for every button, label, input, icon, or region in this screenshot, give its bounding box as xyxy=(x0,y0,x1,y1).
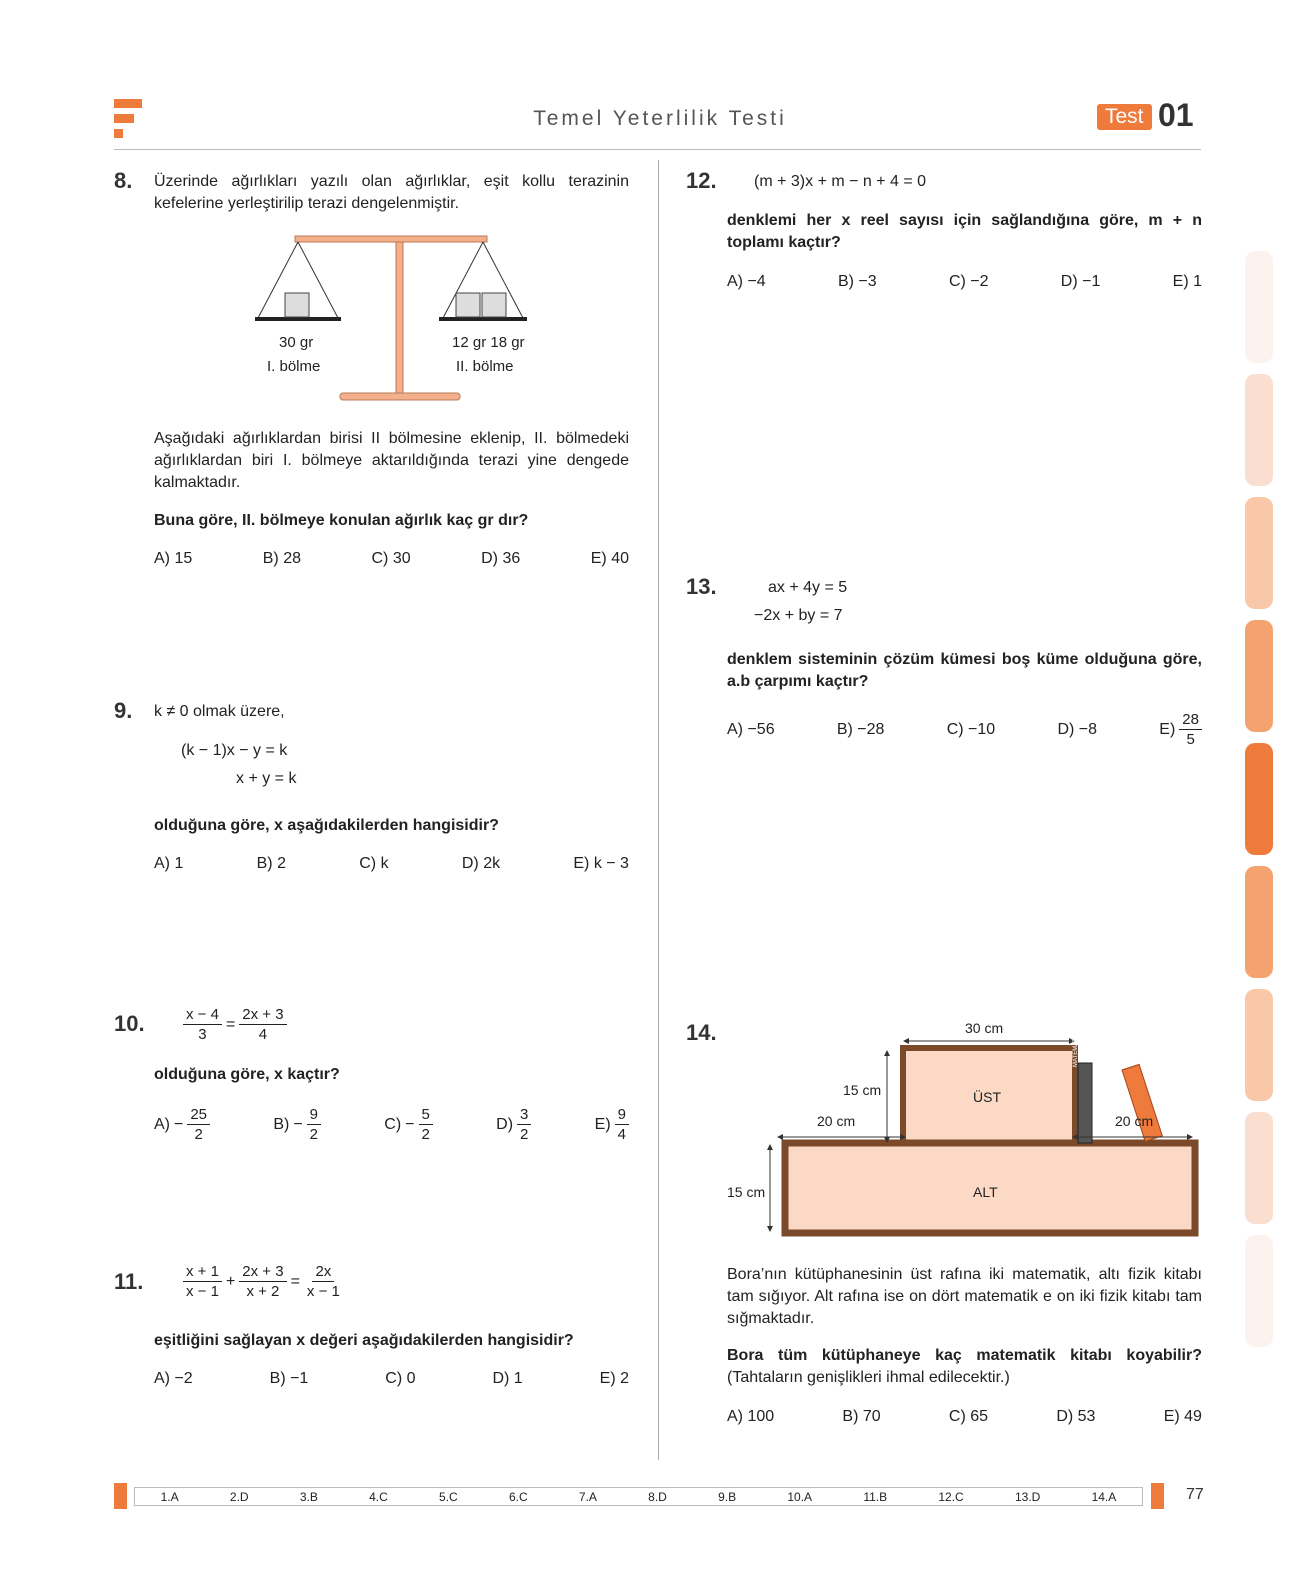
left-pan-label: I. bölme xyxy=(267,358,321,375)
equation: $\frac{x - 4}{3}$ = $\frac{2x + 3}{4}$ xyxy=(183,1005,287,1044)
answer-options xyxy=(154,855,629,873)
option-c[interactable]: C) 30 xyxy=(371,550,411,567)
option-b[interactable]: B) −1 xyxy=(269,1370,309,1387)
option-e[interactable]: E) $\frac{9}{4}$ xyxy=(595,1105,629,1144)
option-c[interactable]: C) 0 xyxy=(385,1370,416,1387)
option-b[interactable]: B) − $\frac{9}{2}$ xyxy=(273,1105,321,1144)
equation: $\frac{x + 1}{x - 1}$ + $\frac{2x + 3}{x + 2}$ = $\frac{2x}{x - 1}$ xyxy=(183,1262,343,1301)
answer-key-item: 10.A xyxy=(787,1489,813,1504)
answer-key-item: 13.D xyxy=(1014,1489,1041,1504)
answer-key-item: 6.C xyxy=(508,1489,528,1504)
question-text: Üzerinde ağırlıkları yazılı olan ağırlıklar, eşit kollu terazinin kefelerine yerleştirilip terazi dengelenmiştir. xyxy=(154,173,629,212)
answer-key-item: 8.D xyxy=(648,1489,667,1504)
option-c[interactable]: C) −10 xyxy=(946,720,996,738)
question-prompt: Bora tüm kütüphaneye kaç matematik kitabı koyabilir? xyxy=(727,1347,1202,1364)
question-prompt: denklem sisteminin çözüm kümesi boş küme olduğuna göre, a.b çarpımı kaçtır? xyxy=(727,651,1202,690)
option-e[interactable]: E) $\frac{28}{5}$ xyxy=(1159,710,1202,749)
equation-2: −2x + by = 7 xyxy=(754,607,843,624)
option-a[interactable]: A) −56 xyxy=(727,720,775,738)
option-e[interactable]: E) 2 xyxy=(599,1370,629,1387)
answer-key-item: 14.A xyxy=(1091,1489,1117,1504)
option-e[interactable]: E) k − 3 xyxy=(573,855,629,872)
option-d[interactable]: D) −8 xyxy=(1057,720,1098,738)
answer-options xyxy=(727,273,1202,291)
option-a[interactable]: A) 15 xyxy=(154,550,193,567)
option-a[interactable]: A) −4 xyxy=(727,273,766,290)
option-d[interactable]: D) 1 xyxy=(492,1370,523,1387)
math-book-label: MATEMATİK xyxy=(1073,1032,1079,1067)
top-shelf-label: ÜST xyxy=(973,1089,1001,1105)
option-c[interactable]: C) k xyxy=(359,855,389,872)
test-badge: Test xyxy=(1097,104,1152,130)
option-d[interactable]: D) −1 xyxy=(1060,273,1101,290)
option-a[interactable]: A) 100 xyxy=(727,1408,775,1425)
right-pan-label: II. bölme xyxy=(456,358,514,375)
question-number: 12. xyxy=(686,168,717,193)
answer-key xyxy=(134,1487,1143,1506)
answer-key-item: 9.B xyxy=(718,1489,737,1504)
question-number: 9. xyxy=(114,698,133,723)
question-number: 11. xyxy=(114,1269,144,1294)
question-prompt: Buna göre, II. bölmeye konulan ağırlık kaç gr dır? xyxy=(154,512,529,529)
option-d[interactable]: D) 36 xyxy=(481,550,521,567)
question-prompt: denklemi her x reel sayısı için sağlandığına göre, m + n toplamı kaçtır? xyxy=(727,212,1202,251)
option-b[interactable]: B) −28 xyxy=(836,720,885,738)
question-prompt: olduğuna göre, x kaçtır? xyxy=(154,1066,340,1083)
option-b[interactable]: B) 2 xyxy=(256,855,286,872)
equation-1: (k − 1)x − y = k xyxy=(181,742,288,759)
option-d[interactable]: D) 2k xyxy=(461,855,501,872)
option-c[interactable]: C) − $\frac{5}{2}$ xyxy=(384,1105,433,1144)
question-body: Bora’nın kütüphanesinin üst rafına iki matematik, altı fizik kitabı tam sığıyor. Alt rafına ise on dört matematik e on iki fizik kitabı tam sığmaktadır. xyxy=(727,1266,1202,1327)
option-e[interactable]: E) 49 xyxy=(1163,1408,1202,1425)
test-number: 01 xyxy=(1158,97,1194,133)
question-number: 8. xyxy=(114,168,133,193)
header-title: Temel Yeterlilik Testi xyxy=(533,107,787,130)
answer-key-item: 11.B xyxy=(863,1489,888,1504)
equation-2: x + y = k xyxy=(236,770,297,787)
option-d[interactable]: D) 53 xyxy=(1056,1408,1096,1425)
option-a[interactable]: A) 1 xyxy=(154,855,184,872)
question-body: Aşağıdaki ağırlıklardan birisi II bölmesine eklenip, II. bölmedeki ağırlıklardan biri I. bölmeye aktarıldığında terazi yine dengede kalmaktadır. xyxy=(154,430,629,491)
answer-options xyxy=(154,550,629,568)
left-weight-label: 30 gr xyxy=(279,334,314,351)
equation: (m + 3)x + m − n + 4 = 0 xyxy=(754,173,927,190)
dim-right: 20 cm xyxy=(1115,1113,1154,1129)
answer-key-item: 7.A xyxy=(578,1489,597,1504)
option-b[interactable]: B) 70 xyxy=(842,1408,881,1425)
answer-options xyxy=(727,1408,1202,1426)
answer-key-item: 5.C xyxy=(439,1489,458,1504)
dim-top-height: 15 cm xyxy=(843,1082,882,1098)
question-note: (Tahtaların genişlikleri ihmal edilecektir.) xyxy=(727,1369,1010,1386)
answer-options xyxy=(154,1370,629,1388)
answer-key-item: 12.C xyxy=(938,1489,964,1504)
option-a[interactable]: A) −2 xyxy=(154,1370,193,1387)
header-divider xyxy=(114,149,1201,150)
equation-1: ax + 4y = 5 xyxy=(768,579,848,596)
dim-left: 20 cm xyxy=(817,1113,856,1129)
question-intro: k ≠ 0 olmak üzere, xyxy=(154,703,285,720)
question-prompt: eşitliğini sağlayan x değeri aşağıdakilerden hangisidir? xyxy=(154,1332,574,1349)
question-number: 13. xyxy=(686,574,717,599)
question-number: 14. xyxy=(686,1020,717,1045)
answer-options xyxy=(154,1105,629,1144)
answer-key-item: 2.D xyxy=(229,1489,249,1504)
dim-top-width: 30 cm xyxy=(965,1020,1004,1036)
page-number: 77 xyxy=(1186,1486,1204,1503)
balance-scale-figure xyxy=(250,233,550,418)
dim-bottom-height: 15 cm xyxy=(727,1184,766,1200)
answer-key-item: 1.A xyxy=(160,1489,179,1504)
option-c[interactable]: C) 65 xyxy=(948,1408,989,1425)
option-c[interactable]: C) −2 xyxy=(948,273,989,290)
option-d[interactable]: D) $\frac{3}{2}$ xyxy=(496,1105,531,1144)
option-a[interactable]: A) − $\frac{25}{2}$ xyxy=(154,1105,210,1144)
footer-marker-left xyxy=(114,1483,127,1509)
bottom-shelf-label: ALT xyxy=(973,1184,998,1200)
column-divider xyxy=(658,160,659,1460)
answer-options xyxy=(727,710,1202,749)
question-number: 10. xyxy=(114,1011,145,1036)
option-e[interactable]: E) 40 xyxy=(590,550,629,567)
option-b[interactable]: B) 28 xyxy=(262,550,301,567)
footer-marker-right xyxy=(1151,1483,1164,1509)
option-b[interactable]: B) −3 xyxy=(837,273,877,290)
answer-key-item: 3.B xyxy=(299,1489,318,1504)
option-e[interactable]: E) 1 xyxy=(1172,273,1202,290)
physics-book-label: FİZİK xyxy=(1117,1083,1129,1099)
answer-key-item: 4.C xyxy=(369,1489,388,1504)
right-weight-label: 12 gr 18 gr xyxy=(452,334,525,351)
question-prompt: olduğuna göre, x aşağıdakilerden hangisidir? xyxy=(154,817,499,834)
